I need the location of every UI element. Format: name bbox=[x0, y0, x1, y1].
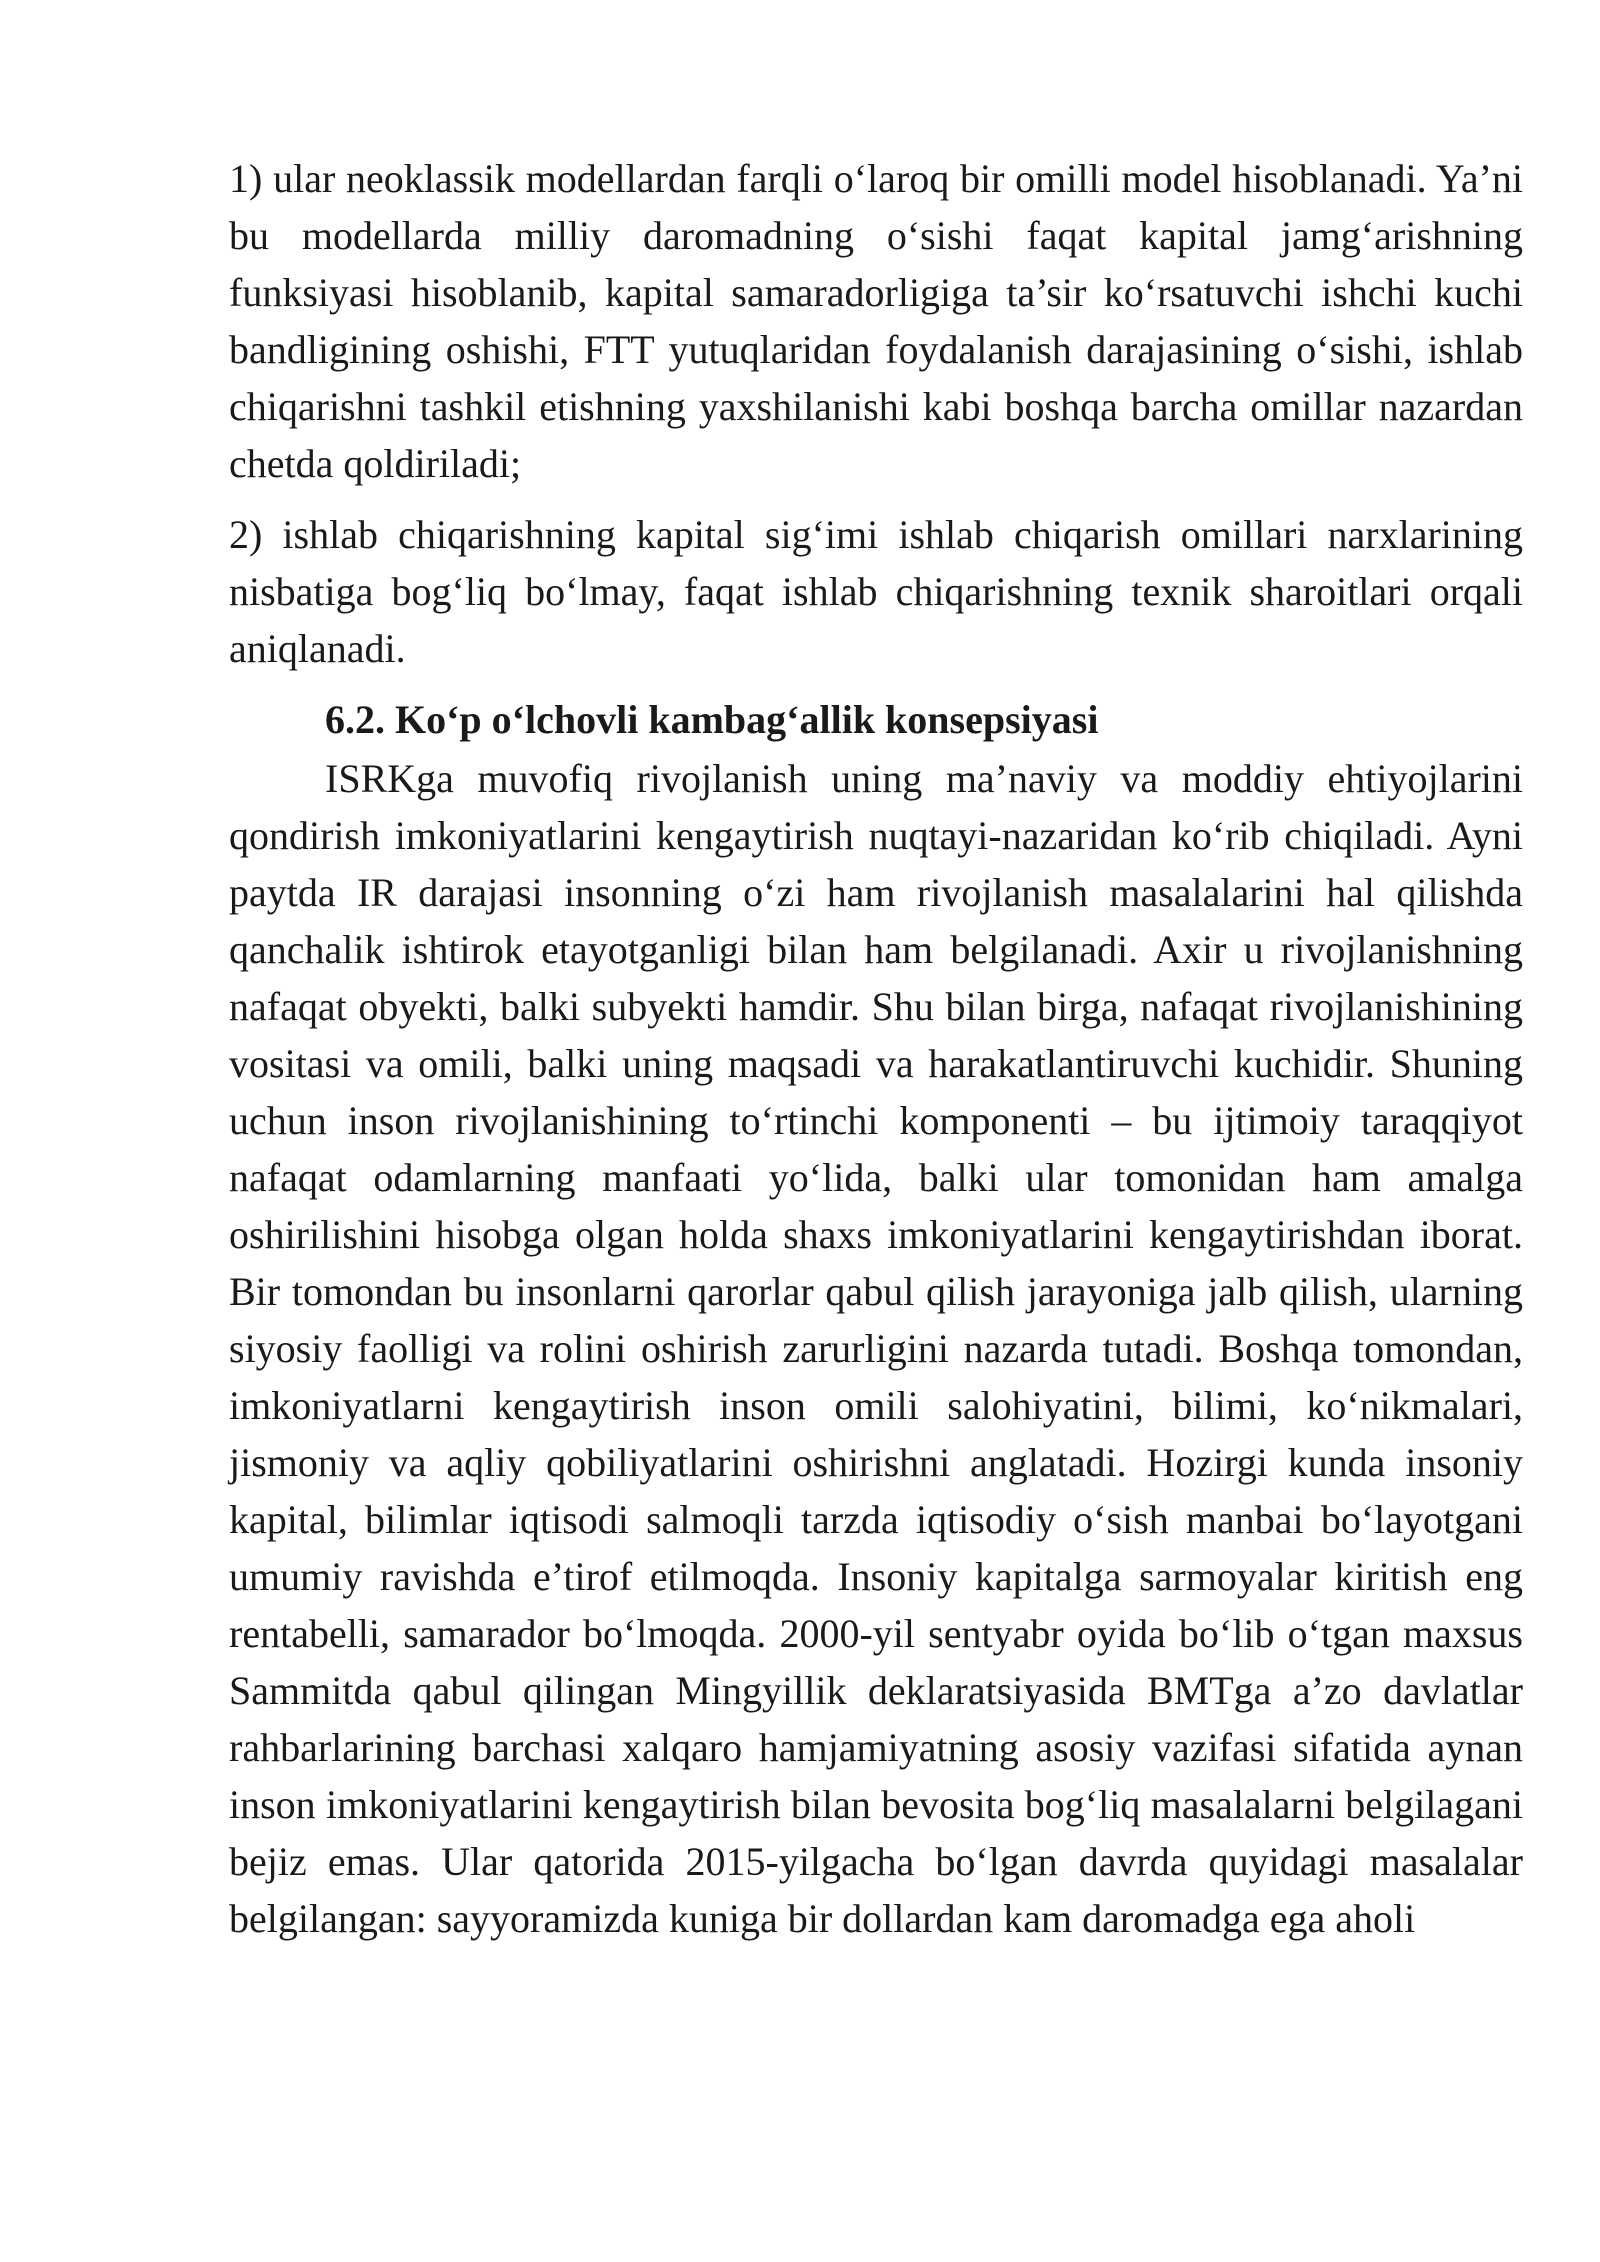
section-heading: 6.2. Koʻp oʻlchovli kambagʻallik konsepsiyasi bbox=[325, 697, 1099, 742]
document-page bbox=[229, 150, 1523, 1961]
paragraph-2: 2) ishlab chiqarishning kapital sigʻimi ishlab chiqarish omillari narxlarining nisbatiga bogʻliq boʻlmay, faqat ishlab chiqarishning texnik sharoitlari orqali aniqlanadi. bbox=[229, 512, 1523, 671]
paragraph-1: 1) ular neoklassik modellardan farqli oʻlaroq bir omilli model hisoblanadi. Ya’ni bu modellarda milliy daromadning oʻsishi faqat kapital jamgʻarishning funksiyasi hisoblanib, kapital samaradorligiga ta’sir koʻrsatuvchi ishchi kuchi bandligining oshishi, FTT yutuqlaridan foydalanish darajasining oʻsishi, ishlab chiqarishni tashkil etishning yaxshilanishi kabi boshqa barcha omillar nazardan chetda qoldiriladi; bbox=[229, 156, 1523, 486]
paragraph-3: ISRKga muvofiq rivojlanish uning ma’naviy va moddiy ehtiyojlarini qondirish imkoniyatlarini kengaytirish nuqtayi-nazaridan koʻrib chiqiladi. Ayni paytda IR darajasi insonning oʻzi ham rivojlanish masalalarini hal qilishda qanchalik ishtirok etayotganligi bilan ham belgilanadi. Axir u rivojlanishning nafaqat obyekti, balki subyekti hamdir. Shu bilan birga, nafaqat rivojlanishining vositasi va omili, balki uning maqsadi va harakatlantiruvchi kuchidir. Shuning uchun inson rivojlanishining toʻrtinchi komponenti – bu ijtimoiy taraqqiyot nafaqat odamlarning manfaati yoʻlida, balki ular tomonidan ham amalga oshirilishini hisobga olgan holda shaxs imkoniyatlarini kengaytirishdan iborat. Bir tomondan bu insonlarni qarorlar qabul qilish jarayoniga jalb qilish, ularning siyosiy faolligi va rolini oshirish zarurligini nazarda tutadi. Boshqa tomondan, imkoniyatlarni kengaytirish inson omili salohiyatini, bilimi, koʻnikmalari, jismoniy va aqliy qobiliyatlarini oshirishni anglatadi. Hozirgi kunda insoniy kapital, bilimlar iqtisodi salmoqli tarzda iqtisodiy oʻsish manbai boʻlayotgani umumiy ravishda e’tirof etilmoqda. Insoniy kapitalga sarmoyalar kiritish eng rentabelli, samarador boʻlmoqda. 2000-yil sentyabr oyida boʻlib oʻtgan maxsus Sammitda qabul qilingan Mingyillik deklaratsiyasida BMTga a’zo davlatlar rahbarlarining barchasi xalqaro hamjamiyatning asosiy vazifasi sifatida aynan inson imkoniyatlarini kengaytirish bilan bevosita bogʻliq masalalarni belgilagani bejiz emas. Ular qatorida 2015-yilgacha boʻlgan davrda quyidagi masalalar belgilangan: sayyoramizda kuniga bir dollardan kam daromadga ega aholi bbox=[229, 756, 1523, 1941]
